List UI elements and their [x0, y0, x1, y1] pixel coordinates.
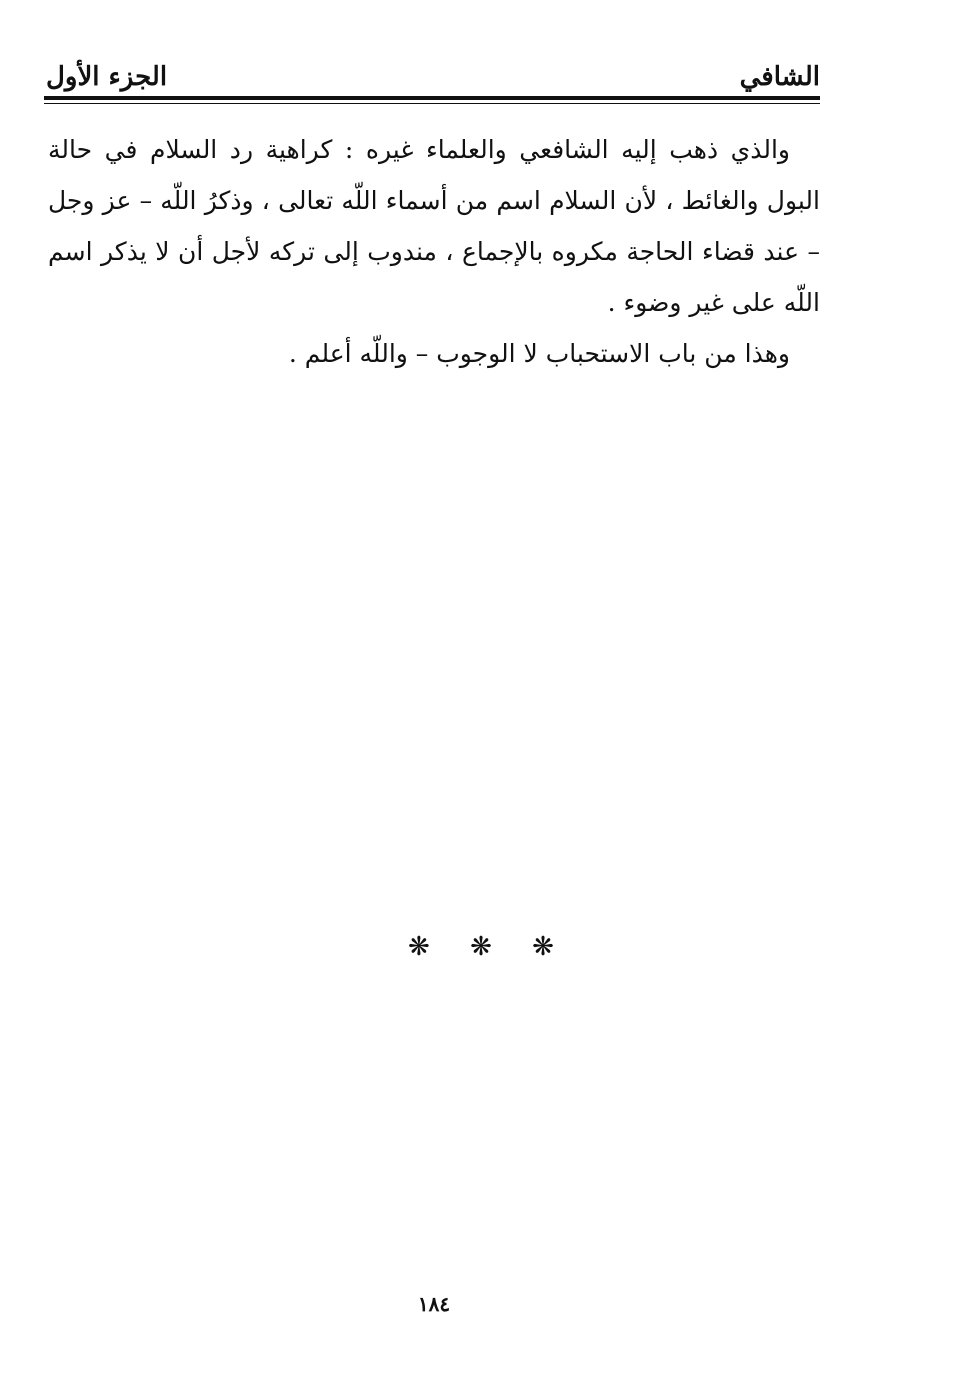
book-title: الشافي [739, 62, 820, 92]
paragraph-2: وهذا من باب الاستحباب لا الوجوب – واللّه أعلم . [288, 339, 790, 368]
header-rule-thin [44, 103, 820, 104]
header-rule-thick [44, 96, 820, 100]
running-header [46, 50, 820, 92]
paragraph-1: والذي ذهب إليه الشافعي والعلماء غيره : كراهية رد السلام في حالة البول والغائط ، لأن السلام اسم من أسماء اللّه تعالى ، وذكرُ اللّه – عز وجل – عند قضاء الحاجة مكروه بالإجماع ، مندوب إلى تركه لأجل أن لا يذكر اسم اللّه على غير وضوء . [48, 135, 820, 317]
section-separator: ❋ ❋ ❋ [408, 932, 570, 962]
main-text [48, 124, 820, 379]
page-number: ١٨٤ [417, 1292, 451, 1316]
volume-label: الجزء الأول [46, 62, 168, 92]
